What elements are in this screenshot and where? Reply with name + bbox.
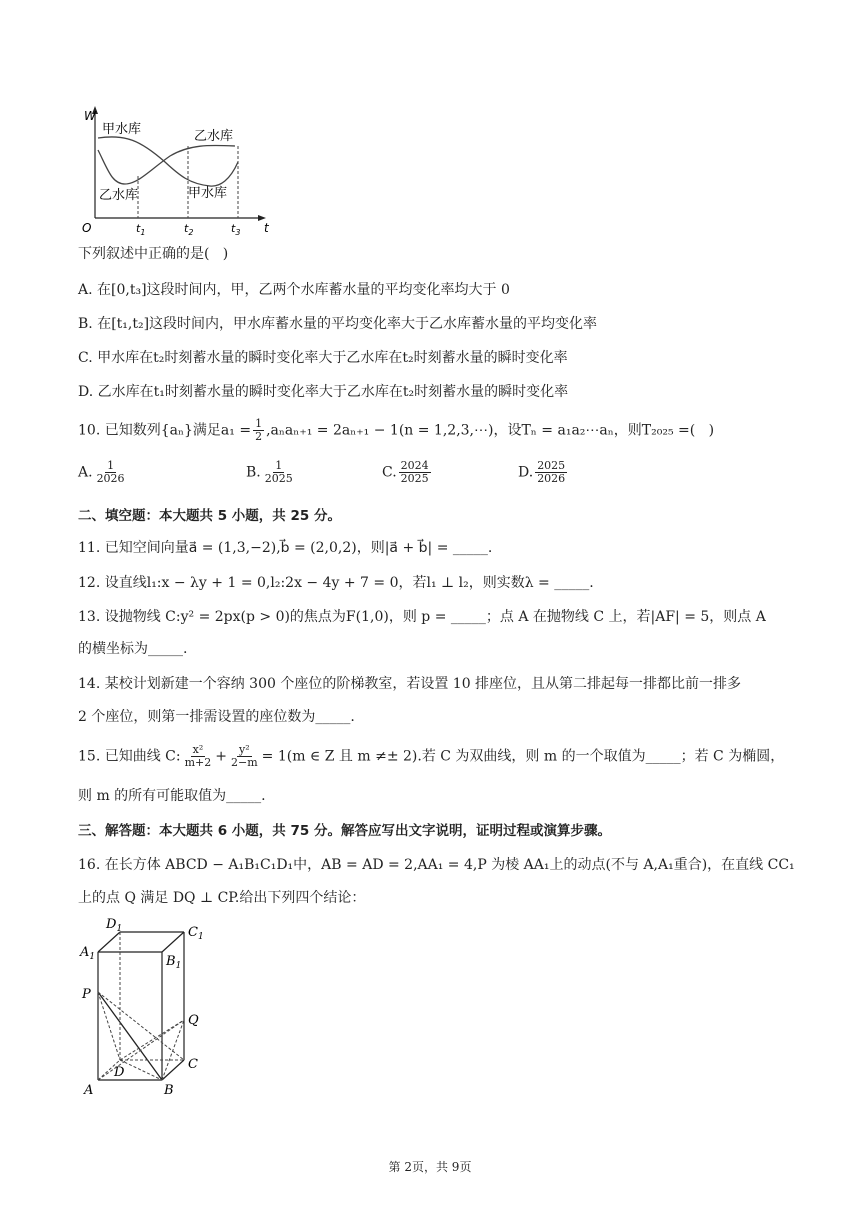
- q13-line1: 13. 设抛物线 C:y² = 2px(p > 0)的焦点为F(1,0)，则 p = _____；点 A 在抛物线 C 上，若|AF| = 5，则点 A: [78, 609, 766, 625]
- t2-label: $t_2$: [184, 222, 194, 235]
- t1-label: $t_1$: [136, 222, 146, 235]
- q9-option-d: D. 乙水库在t₁时刻蓄水量的瞬时变化率大于乙水库在t₂时刻蓄水量的瞬时变化率: [78, 384, 569, 400]
- q16-line1: 16. 在长方体 ABCD − A₁B₁C₁D₁中，AB = AD = 2,AA₁ = 4,P 为棱 AA₁上的动点(不与 A,A₁重合)，在直线 CC₁: [78, 857, 795, 873]
- label-jia-bottom: 甲水库: [188, 186, 228, 201]
- q9-option-c: C. 甲水库在t₂时刻蓄水量的瞬时变化率大于乙水库在t₂时刻蓄水量的瞬时变化率: [78, 350, 568, 366]
- section-3-heading: 三、解答题：本大题共 6 小题，共 75 分。解答应写出文字说明，证明过程或演算步骤。: [78, 823, 611, 839]
- q11: 11. 已知空间向量a⃗ = (1,3,−2),b⃗ = (2,0,2)，则|a⃗ + b⃗| = _____.: [78, 540, 493, 556]
- reservoir-graph: [70, 100, 280, 235]
- svg-text:D: D: [114, 1065, 125, 1080]
- t3-label: $t_3$: [231, 222, 241, 235]
- cuboid-figure: [76, 912, 216, 1102]
- axis-w-label: W: [84, 109, 96, 123]
- q9-option-b: B. 在[t₁,t₂]这段时间内，甲水库蓄水量的平均变化率大于乙水库蓄水量的平均变化率: [78, 316, 598, 332]
- q15-line2: 则 m 的所有可能取值为_____.: [78, 788, 266, 804]
- label-yi-top: 乙水库: [194, 129, 234, 144]
- q9-option-a: A. 在[0,t₃]这段时间内，甲，乙两个水库蓄水量的平均变化率均大于 0: [78, 282, 510, 298]
- q10-stem: 10. 已知数列{aₙ}满足a₁ = $\frac{1}{2}$ ,aₙaₙ₊₁ = 2aₙ₊₁ − 1(n = 1,2,3,⋯)，设Tₙ = a₁a₂⋯aₙ，则T₂₀₂₅ =( ): [78, 417, 715, 443]
- q16-line2: 上的点 Q 满足 DQ ⊥ CP.给出下列四个结论：: [78, 890, 366, 906]
- origin-label: O: [82, 221, 92, 235]
- q10-option-b: B. $\frac{1}{2025}$: [246, 459, 293, 485]
- svg-text:Q: Q: [188, 1013, 199, 1028]
- svg-text:C1: $C_1$: [188, 925, 204, 942]
- svg-text:A: A: [84, 1083, 94, 1098]
- page-footer: 第 2页，共 9页: [388, 1160, 472, 1174]
- q14-line1: 14. 某校计划新建一个容纳 300 个座位的阶梯教室，若设置 10 排座位，且从第二排起每一排都比前一排多: [78, 676, 742, 692]
- label-jia-top: 甲水库: [102, 122, 142, 137]
- svg-text:A1: $A_1$: [80, 945, 96, 962]
- label-yi-bottom: 乙水库: [99, 188, 139, 203]
- axis-t-label: t: [264, 221, 269, 235]
- yi-curve: [98, 145, 235, 184]
- svg-text:C: C: [188, 1057, 198, 1072]
- jia-curve: [98, 137, 238, 186]
- q14-line2: 2 个座位，则第一排需设置的座位数为_____.: [78, 709, 355, 725]
- q13-line2: 的横坐标为_____.: [78, 641, 188, 657]
- svg-text:B: B: [164, 1083, 174, 1098]
- section-2-heading: 二、填空题：本大题共 5 小题，共 25 分。: [78, 508, 341, 524]
- q10-option-c: C. $\frac{2024}{2025}$: [382, 459, 429, 485]
- svg-text:D1: $D_1$: [106, 917, 123, 934]
- q9-prompt: 下列叙述中正确的是( ): [78, 246, 229, 262]
- q15-line1: 15. 已知曲线 C: $\frac{\text{x²}}{m+2}$ + $\frac{\text{y²}}{2-m}$ = 1(m ∈ Z 且 m ≠± 2).若 C 为双曲线，则 m 的一个取值为_____；若 C 为椭圆，: [78, 743, 785, 769]
- q10-option-a: A. $\frac{1}{2026}$: [78, 459, 125, 485]
- svg-text:P: P: [82, 987, 91, 1002]
- q12: 12. 设直线l₁:x − λy + 1 = 0,l₂:2x − 4y + 7 = 0，若l₁ ⊥ l₂，则实数λ = _____.: [78, 575, 594, 591]
- q10-option-d: D. $\frac{2025}{2026}$: [518, 459, 566, 485]
- svg-text:B1: $B_1$: [166, 954, 182, 971]
